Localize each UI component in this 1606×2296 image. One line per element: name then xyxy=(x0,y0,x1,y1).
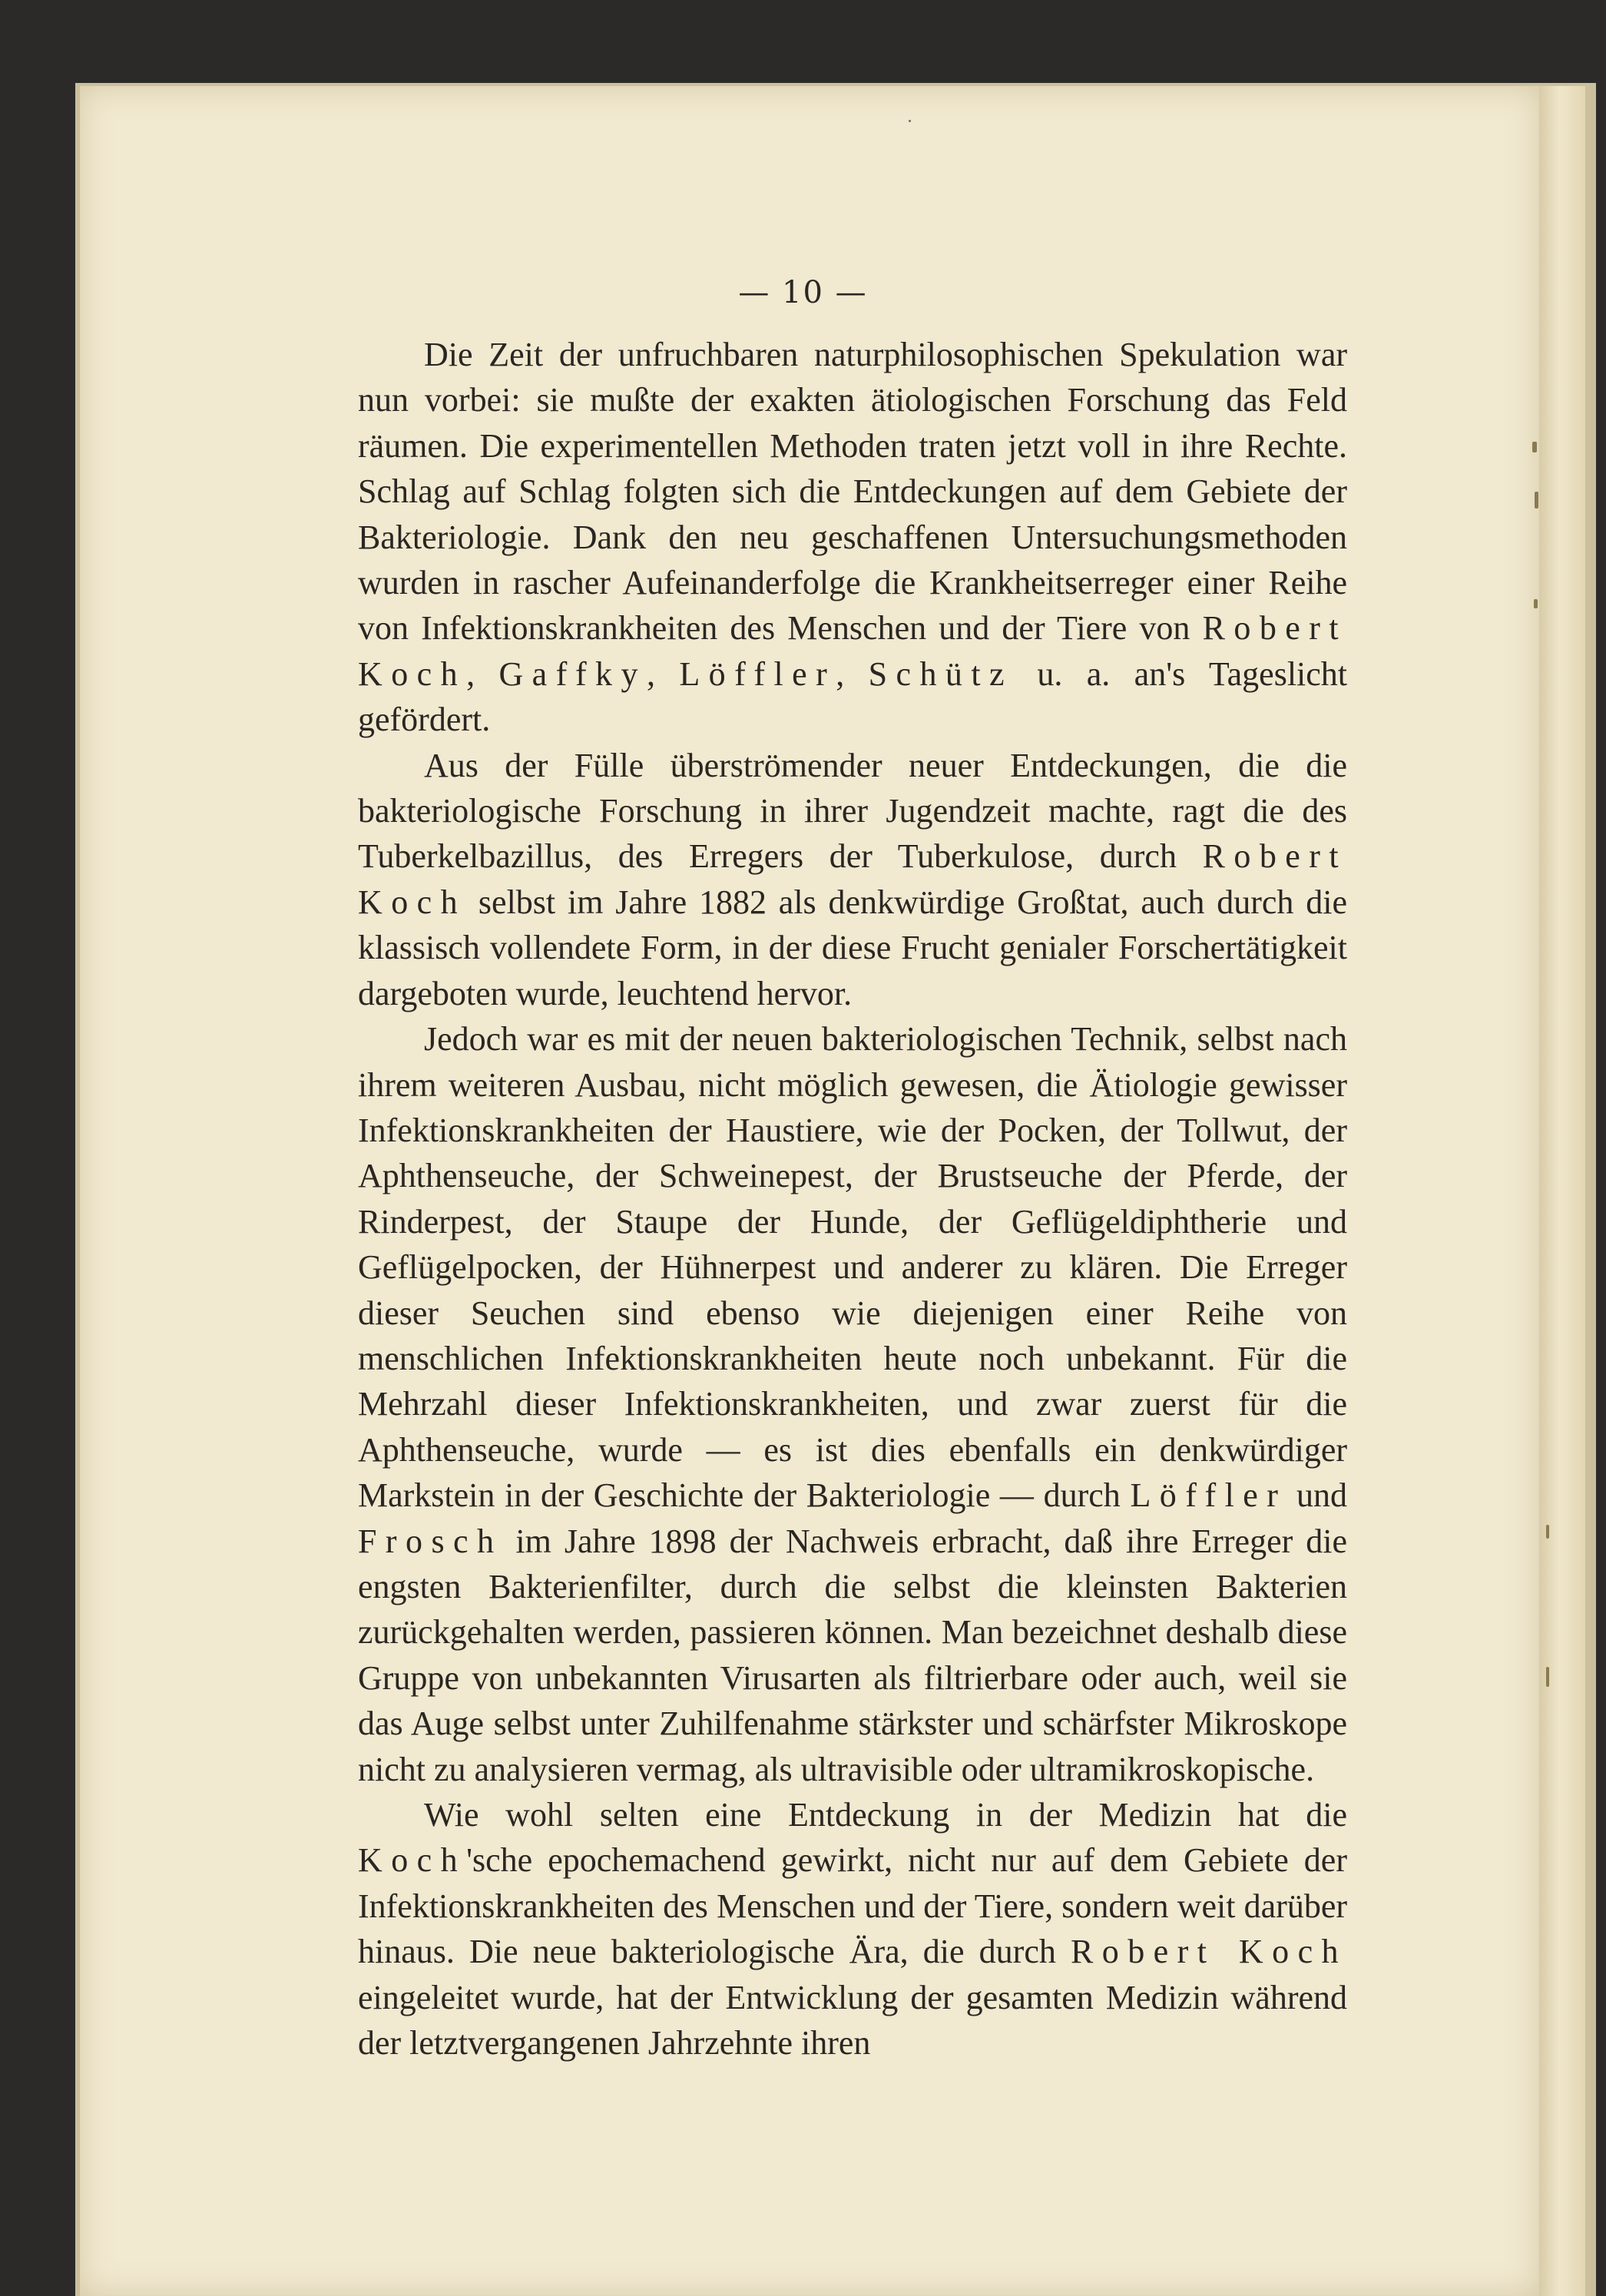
paragraph xyxy=(358,332,1347,743)
text-run: 'sche epochemachend gewirkt, nicht nur auf dem Gebiete der Infektionskrankheiten des Menschen und der Tiere, sondern weit darüber hinaus. Die neue bakteriologische Ära, die durch xyxy=(358,1841,1347,1971)
spaced-name: Robert Koch xyxy=(358,837,1347,921)
paper-speck xyxy=(909,120,911,122)
spaced-name: Robert Koch xyxy=(358,609,1347,693)
paper-speck xyxy=(1546,1667,1549,1687)
spaced-name: Schütz xyxy=(868,654,1013,693)
text-run: , xyxy=(836,654,869,693)
spaced-name: Löffler xyxy=(1130,1476,1287,1515)
text-run: Jedoch war es mit der neuen bakteriologischen Technik, selbst nach ihrem weiteren Ausbau, nicht möglich gewesen, die Ätiologie gewisser Infektionskrankheiten der Haustiere, wie der Pocken, der Tollwut, der Aphthenseuche, der Schweinepest, der Brustseuche der Pferde, der Rinderpest, der Staupe der Hunde, der Geflügeldiphtherie und Geflügelpocken, der Hühnerpest und anderer zu klären. Die Erreger dieser Seuchen sind ebenso wie diejenigen einer Reihe von menschlichen Infektionskrankheiten heute noch unbekannt. Für die Mehrzahl dieser Infektionskrankheiten, und zwar zuerst für die Aphthenseuche, wurde — es ist dies ebenfalls ein denkwürdiger Markstein in der Geschichte der Bakteriologie — durch xyxy=(358,1020,1347,1515)
text-run: , xyxy=(466,654,499,693)
paper-speck xyxy=(1532,442,1537,452)
text-run: und xyxy=(1286,1476,1347,1515)
paper-speck xyxy=(1535,492,1538,509)
facing-page-edge xyxy=(1539,86,1585,2296)
text-run: Aus der Fülle überströmender neuer Entdeckungen, die die bakteriologische Forschung in ihrer Jugendzeit machte, ragt die des Tuberkelbazillus, des Erregers der Tuberkulose, durch xyxy=(358,746,1347,876)
text-run: selbst im Jahre 1882 als denkwürdige Großtat, auch durch die klassisch vollendete Form, in der diese Frucht genialer Forschertätigkeit dargeboten wurde, leuchtend hervor. xyxy=(358,883,1347,1012)
body-text xyxy=(358,332,1347,2066)
spaced-name: Frosch xyxy=(358,1522,503,1560)
page-number: — 10 — xyxy=(738,275,868,310)
spaced-name: Robert Koch xyxy=(1070,1933,1347,1971)
paragraph xyxy=(358,743,1347,1016)
text-run: im Jahre 1898 der Nachweis erbracht, daß ihre Erreger die engsten Bakterienfilter, durch die selbst die kleinsten Bakterien zurückgehalten werden, passieren können. Man bezeichnet deshalb diese Gruppe von unbekannten Virusarten als filtrierbare oder auch, weil sie das Auge selbst unter Zuhilfenahme stärkster und schärfster Mikroskope nicht zu analysieren vermag, als ultravisible oder ultramikroskopische. xyxy=(358,1522,1347,1788)
text-run: , xyxy=(646,654,680,693)
paper-speck xyxy=(1546,1525,1549,1539)
paragraph xyxy=(358,1792,1347,2066)
text-run: u. a. an's Tageslicht gefördert. xyxy=(358,654,1348,739)
spaced-name: Löffler xyxy=(679,654,836,693)
paragraph xyxy=(358,1016,1347,1792)
text-run: Die Zeit der unfruchbaren naturphilosophischen Spekulation war nun vorbei: sie mußte der exakten ätiologischen Forschung das Feld räumen. Die experimentellen Methoden traten jetzt voll in ihre Rechte. Schlag auf Schlag folgten sich die Entdeckungen auf dem Gebiete der Bakteriologie. Dank den neu geschaffenen Untersuchungsmethoden wurden in rascher Aufeinanderfolge die Krankheitserreger einer Reihe von Infektionskrankheiten des Menschen und der Tiere von xyxy=(358,336,1347,648)
text-run: eingeleitet wurde, hat der Entwicklung der gesamten Medizin während der letztvergangenen Jahrzehnte ihren xyxy=(358,1978,1347,2062)
paper-speck xyxy=(1534,599,1538,608)
text-run: Wie wohl selten eine Entdeckung in der Medizin hat die xyxy=(424,1796,1347,1834)
spaced-name: Gaffky xyxy=(498,654,647,693)
spaced-name: Koch xyxy=(358,1841,467,1880)
